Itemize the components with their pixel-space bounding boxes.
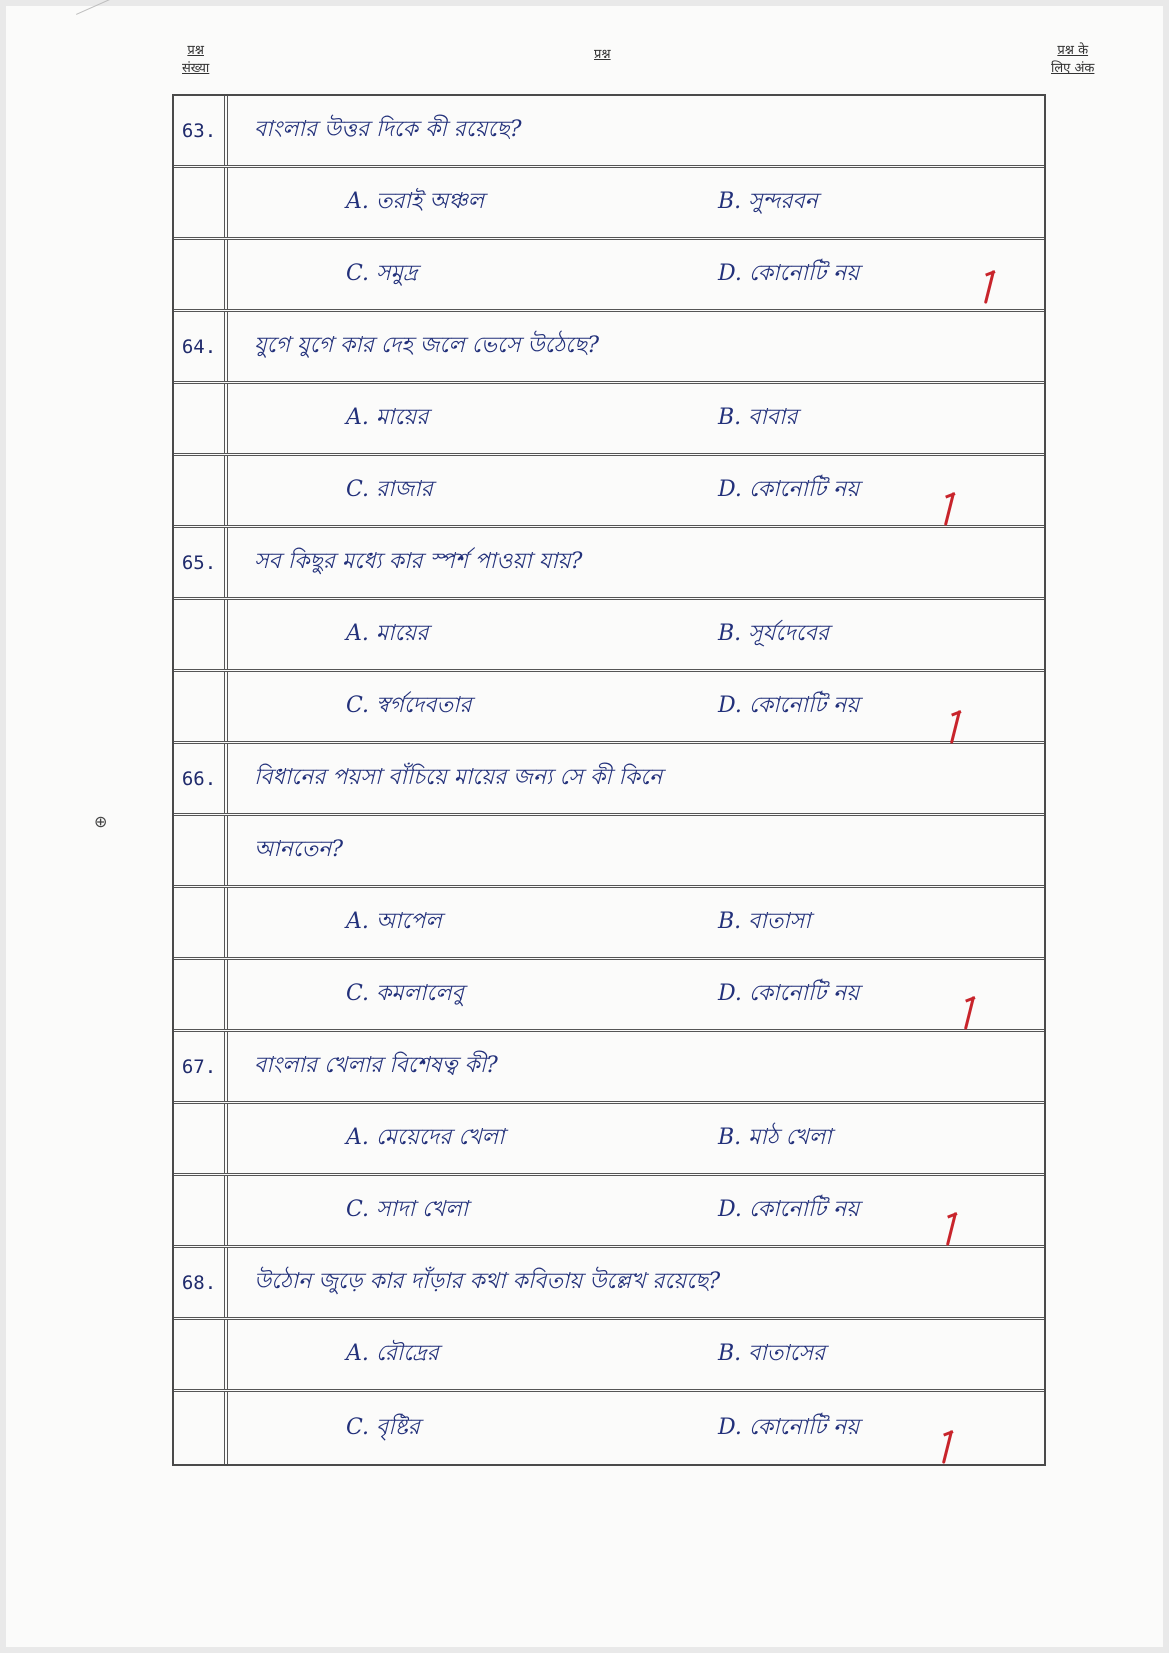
paper-fold [76,0,199,65]
options-row [174,1320,1044,1392]
header-question-number-line2: संख्या [182,61,210,76]
option-d: D. কোনোটি নয় [718,981,860,1006]
option-a: A. মায়ের [346,621,429,646]
question-text: উঠোন জুড়ে কার দাঁড়ার কথা কবিতায় উল্লেখ রয়েছে? [254,1269,721,1294]
options-row [174,1176,1044,1248]
answer-sheet [6,6,1163,1647]
header-question: प्रश्न [594,47,611,62]
question-text: বিধানের পয়সা বাঁচিয়ে মায়ের জন্য সে কী কিনে [254,765,663,790]
options-row [174,1104,1044,1176]
options-row [174,456,1044,528]
option-a: A. রৌদ্রের [346,1341,439,1366]
options-row [174,1392,1044,1464]
question-number: 68. [174,1248,228,1317]
options-row [174,960,1044,1032]
option-b: B. মাঠ খেলা [718,1125,832,1150]
options-row [174,888,1044,960]
option-b: B. বাতাসের [718,1341,826,1366]
question-row [174,1248,1044,1320]
question-number: 67. [174,1032,228,1101]
question-row [174,1032,1044,1104]
options-row [174,672,1044,744]
option-a: A. মেয়েদের খেলা [346,1125,505,1150]
question-row [174,744,1044,816]
question-number: 64. [174,312,228,381]
option-c: C. কমলালেবু [346,981,464,1006]
question-row [174,312,1044,384]
option-b: B. বাবার [718,405,798,430]
red-tick-mark [944,492,955,526]
question-number: 65. [174,528,228,597]
header-marks [1051,42,1094,78]
option-d: D. কোনোটি নয় [718,1414,860,1440]
question-text: বাংলার উত্তর দিকে কী রয়েছে? [254,117,522,142]
option-c: C. সাদা খেলা [346,1197,469,1222]
header-marks-line2: लिए अंक [1051,61,1095,76]
question-continuation-row [174,816,1044,888]
option-c: C. স্বর্গদেবতার [346,693,472,718]
question-table [172,94,1046,1466]
question-row [174,528,1044,600]
question-text: যুগে যুগে কার দেহ জলে ভেসে উঠেছে? [254,333,600,358]
question-row [174,96,1044,168]
option-a: A. তরাই অঞ্চল [346,189,484,214]
option-b: B. সূর্যদেবের [718,621,829,646]
options-row [174,600,1044,672]
option-c: C. বৃষ্টির [346,1414,420,1440]
red-tick-mark [984,270,995,304]
option-d: D. কোনোটি নয় [718,477,860,502]
question-text: বাংলার খেলার বিশেষত্ব কী? [254,1053,498,1078]
red-tick-mark [950,710,961,744]
red-tick-mark [964,996,975,1030]
option-d: D. কোনোটি নয় [718,1197,860,1222]
options-row [174,168,1044,240]
header-question-number [182,42,209,78]
question-number: 63. [174,96,228,165]
option-d: D. কোনোটি নয় [718,693,860,718]
registration-mark-icon: ⊕ [94,812,108,831]
question-text: সব কিছুর মধ্যে কার স্পর্শ পাওয়া যায়? [254,549,583,574]
red-tick-mark [942,1430,953,1464]
option-c: C. সমুদ্র [346,261,418,286]
options-row [174,240,1044,312]
options-row [174,384,1044,456]
question-text-continued: আনতেন? [254,837,344,862]
red-tick-mark [946,1212,957,1246]
option-d: D. কোনোটি নয় [718,261,860,286]
option-b: B. বাতাসা [718,909,811,934]
option-a: A. মায়ের [346,405,429,430]
option-b: B. সুন্দরবন [718,189,818,214]
header-question-number-line1: प्रश्न [187,43,204,58]
question-number: 66. [174,744,228,813]
option-a: A. আপেল [346,909,442,934]
header-marks-line1: प्रश्न के [1057,43,1089,58]
option-c: C. রাজার [346,477,433,502]
